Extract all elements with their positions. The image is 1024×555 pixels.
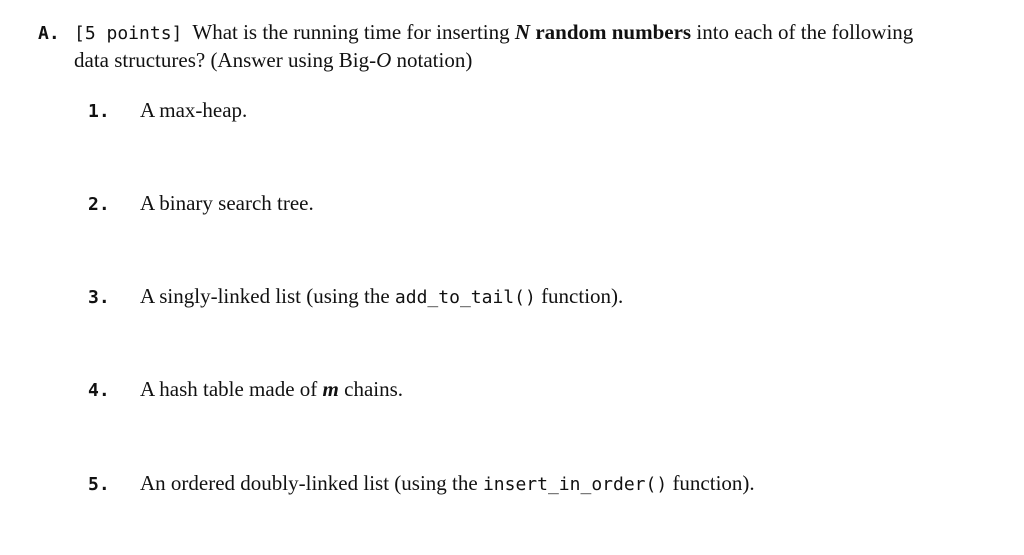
- code-function-name: add_to_tail(): [394, 287, 536, 308]
- item-number: 3.: [88, 287, 110, 308]
- item-text-after: function).: [535, 284, 624, 308]
- item-text-before: A singly-linked list (using the: [140, 284, 395, 308]
- list-item-4: [88, 377, 403, 402]
- code-function-name: insert_in_order(): [482, 474, 668, 495]
- question-letter: A.: [38, 23, 60, 44]
- variable-n: N: [514, 20, 531, 44]
- list-item-1: [88, 98, 247, 123]
- item-text: [140, 377, 403, 402]
- big-o-symbol: O: [376, 48, 392, 72]
- question-line2-part2: notation): [391, 48, 473, 72]
- question-line-2: [38, 48, 988, 73]
- question-line2-part1: data structures? (Answer using Big-: [74, 48, 377, 72]
- list-item-3: [88, 284, 623, 309]
- item-text-after: function).: [667, 471, 755, 495]
- question-text-part2: into each of the following: [691, 20, 914, 44]
- list-item-2: [88, 191, 314, 216]
- item-text: [140, 471, 755, 496]
- item-text: A max-heap.: [140, 98, 248, 122]
- list-item-5: [88, 471, 755, 496]
- question-text-part1: What is the running time for inserting: [192, 20, 515, 44]
- question-points: [5 points]: [74, 23, 183, 44]
- item-text-before: A hash table made of: [140, 377, 323, 401]
- item-number: 4.: [88, 380, 110, 401]
- item-number: 5.: [88, 474, 110, 495]
- question-line-1: [38, 20, 988, 48]
- item-text: A binary search tree.: [140, 191, 314, 215]
- variable-m: m: [322, 377, 339, 401]
- item-text: [140, 284, 623, 309]
- item-text-after: chains.: [338, 377, 404, 401]
- item-text-before: An ordered doubly-linked list (using the: [140, 471, 483, 495]
- item-number: 2.: [88, 194, 110, 215]
- item-number: 1.: [88, 101, 110, 122]
- random-numbers-phrase: random numbers: [530, 20, 692, 44]
- question-text: [192, 20, 913, 45]
- question-header: [38, 20, 988, 73]
